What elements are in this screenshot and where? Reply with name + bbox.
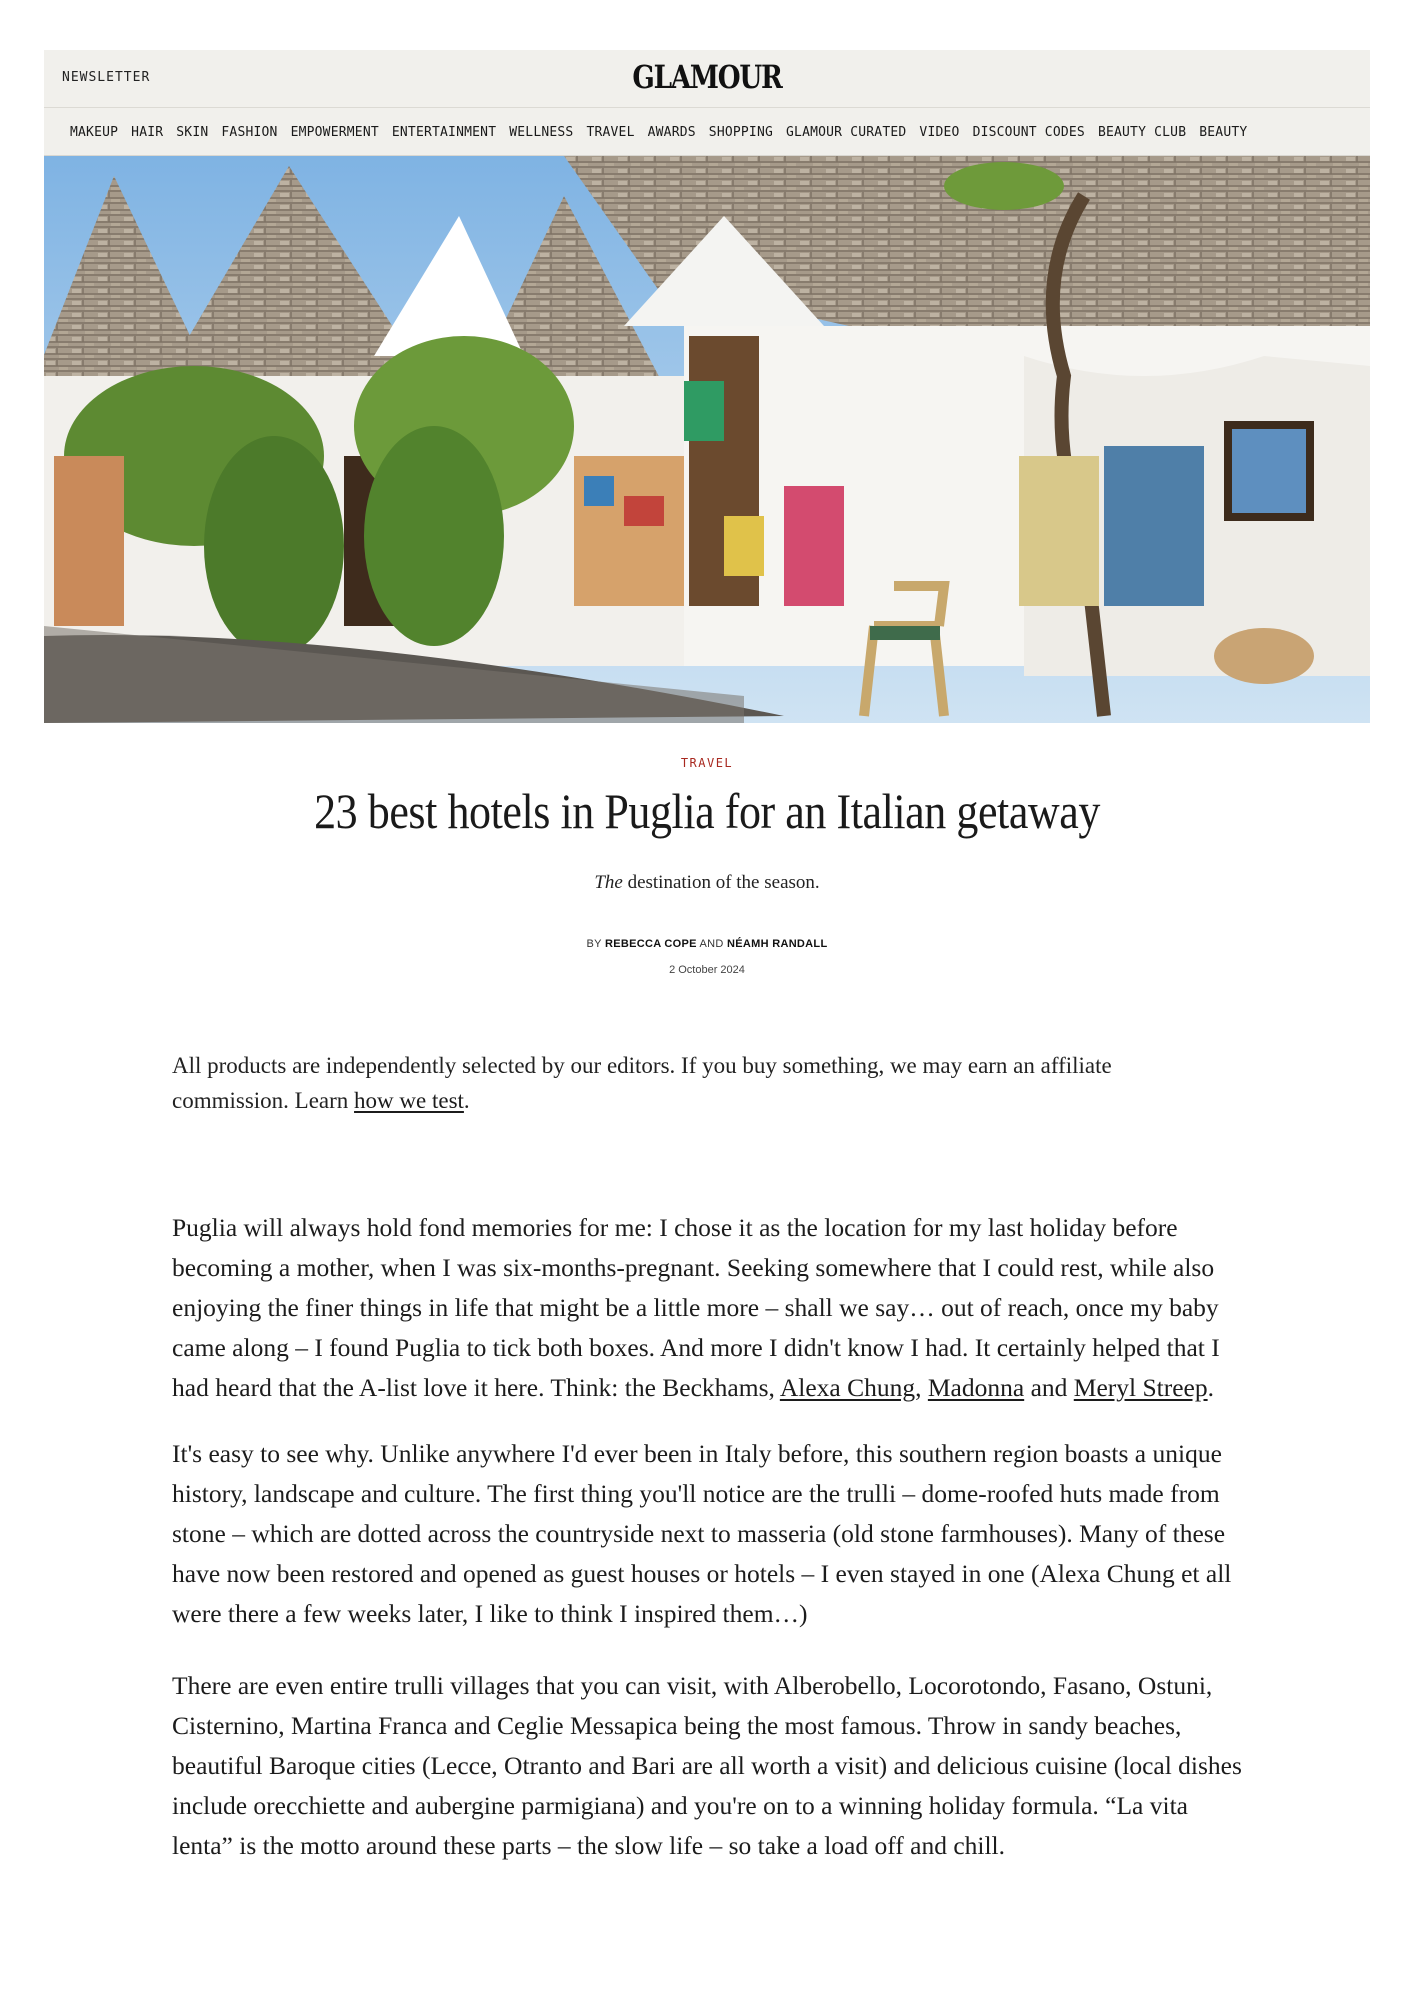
- nav-item-wellness[interactable]: WELLNESS: [509, 125, 574, 140]
- nav-item-video[interactable]: VIDEO: [919, 125, 960, 140]
- publish-date: 2 October 2024: [669, 964, 745, 976]
- article-dek: [0, 872, 1414, 894]
- how-we-test-link[interactable]: how we test: [354, 1088, 464, 1113]
- paragraph-and: and: [1024, 1373, 1074, 1402]
- byline-and: AND: [696, 938, 728, 950]
- site-logo[interactable]: GLAMOUR: [632, 58, 782, 96]
- nav-item-fashion[interactable]: FASHION: [221, 125, 278, 140]
- paragraph-sep: ,: [915, 1373, 928, 1402]
- nav-item-skin[interactable]: SKIN: [176, 125, 209, 140]
- article-title: 23 best hotels in Puglia for an Italian getaway: [314, 783, 1100, 839]
- trulli-illustration: [44, 156, 1370, 723]
- nav-item-entertainment[interactable]: ENTERTAINMENT: [391, 125, 497, 140]
- author-link[interactable]: REBECCA COPE: [604, 938, 697, 950]
- body-paragraph: There are even entire trulli villages that you can visit, with Alberobello, Locorotondo, Fasano, Ostuni, Cisternino, Martina Franca and Ceglie Messapica being the most famous. Throw in sandy beaches, beautiful Baroque cities (Lecce, Otranto and Bari are all worth a visit) and delicious cuisine (local dishes include orecchiette and aubergine parmigiana) and you're on to a winning holiday formula. “La vita lenta” is the motto around these parts – the slow life – so take a load off and chill.: [172, 1671, 1242, 1860]
- nav-item-travel[interactable]: TRAVEL: [586, 125, 635, 140]
- byline-prefix: BY: [586, 938, 605, 950]
- meryl-streep-link[interactable]: Meryl Streep: [1073, 1373, 1208, 1402]
- nav-item-shopping[interactable]: SHOPPING: [708, 125, 774, 140]
- disclaimer-end: .: [463, 1088, 470, 1113]
- main-nav: [44, 108, 1370, 156]
- madonna-link[interactable]: Madonna: [927, 1373, 1025, 1402]
- byline: [0, 938, 1414, 950]
- site-header: [44, 50, 1370, 156]
- disclaimer-text: All products are independently selected by our editors. If you buy something, we may earn an affiliate commission. Learn: [172, 1053, 1112, 1113]
- body-paragraph: It's easy to see why. Unlike anywhere I'd ever been in Italy before, this southern region boasts a unique history, landscape and culture. The first thing you'll notice are the trulli – dome-roofed huts made from stone – which are dotted across the countryside next to masseria (old stone farmhouses). Many of these have now been restored and opened as guest houses or hotels – I even stayed in one (Alexa Chung et all were there a few weeks later, I like to think I inspired them…): [172, 1439, 1232, 1628]
- nav-item-discount-codes[interactable]: DISCOUNT CODES: [972, 125, 1085, 140]
- article-category[interactable]: TRAVEL: [680, 756, 734, 770]
- author-link[interactable]: NÉAMH RANDALL: [727, 938, 828, 950]
- nav-item-beauty-club[interactable]: BEAUTY CLUB: [1097, 125, 1187, 140]
- nav-item-empowerment[interactable]: EMPOWERMENT: [290, 125, 379, 140]
- affiliate-disclaimer: [172, 1048, 1172, 1118]
- dek-italic: The: [594, 872, 623, 893]
- paragraph-end: .: [1207, 1373, 1214, 1402]
- newsletter-link[interactable]: NEWSLETTER: [62, 70, 151, 85]
- paragraph-text: Puglia will always hold fond memories for me: I chose it as the location for my last holiday before becoming a mother, when I was six-months-pregnant. Seeking somewhere that I could rest, while also enjoying the finer things in life that might be a little more – shall we say… out of reach, once my baby came along – I found Puglia to tick both boxes. And more I didn't know I had. It certainly helped that I had heard that the A-list love it here. Think: the Beckhams,: [172, 1213, 1220, 1402]
- dek-text: destination of the season.: [622, 872, 820, 893]
- nav-item-makeup[interactable]: MAKEUP: [70, 125, 119, 140]
- body-paragraph: [172, 1208, 1252, 1408]
- nav-item-awards[interactable]: AWARDS: [647, 125, 696, 140]
- article-body: [172, 1208, 1252, 1892]
- nav-item-hair[interactable]: HAIR: [131, 125, 164, 140]
- nav-item-glamour-curated[interactable]: GLAMOUR CURATED: [786, 125, 907, 140]
- hero-image: [44, 156, 1370, 723]
- alexa-chung-link[interactable]: Alexa Chung: [779, 1373, 916, 1402]
- nav-item-beauty[interactable]: BEAUTY: [1199, 125, 1248, 140]
- top-bar: [44, 50, 1370, 108]
